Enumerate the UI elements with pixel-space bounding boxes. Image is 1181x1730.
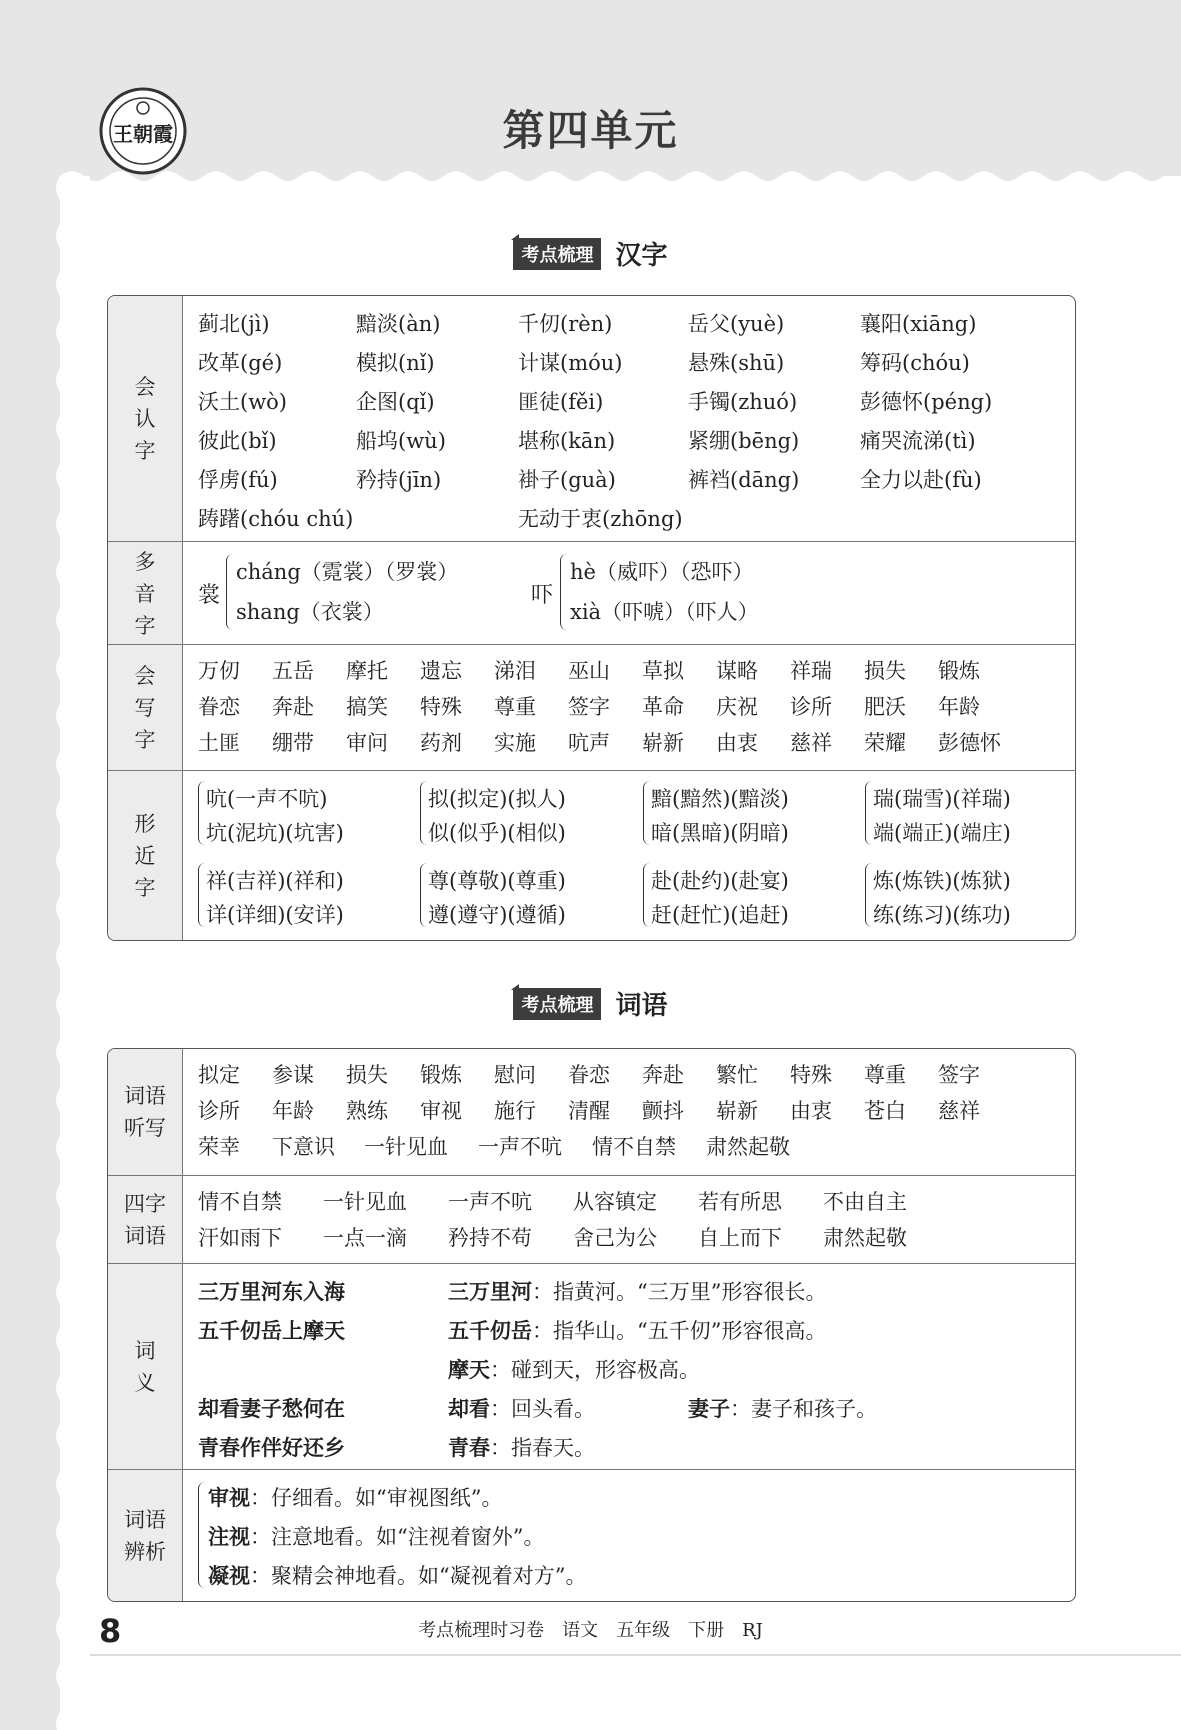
word-cell: 吭声 xyxy=(568,731,610,755)
word-cell: 蓟北(jì) xyxy=(198,312,270,336)
word-cell: 痛哭流涕(tì) xyxy=(860,429,976,453)
section-heading: 汉字 xyxy=(615,241,668,271)
definition: 妻子：妻子和孩子。 xyxy=(688,1396,877,1421)
row-label: 会 写 字 xyxy=(108,645,183,771)
word-cell: 繁忙 xyxy=(716,1063,758,1087)
word-cell: 矜持(jīn) xyxy=(356,468,442,492)
section-tag: 考点梳理 xyxy=(513,988,601,1020)
reading-line: xià（吓唬）（吓人） xyxy=(570,600,759,624)
row-sizi xyxy=(108,1175,1075,1264)
word-cell: 万仞 xyxy=(198,659,240,683)
brace xyxy=(198,781,205,845)
row-bianxi xyxy=(108,1469,1075,1602)
word-cell: 俘虏(fú) xyxy=(198,468,278,492)
word-cell: 土匪 xyxy=(198,731,240,755)
definition: 青春：指春天。 xyxy=(448,1435,595,1460)
word-cell: 沃土(wò) xyxy=(198,390,288,414)
word-cell: 荣耀 xyxy=(864,731,906,755)
word-cell: 绷带 xyxy=(272,731,314,755)
similar-char: 瑞(瑞雪)(祥瑞) xyxy=(873,787,1011,811)
definition: 三万里河：指黄河。“三万里”形容很长。 xyxy=(448,1279,827,1304)
word-cell: 一点一滴 xyxy=(323,1226,407,1250)
word-cell: 草拟 xyxy=(642,659,684,683)
word-cell: 签字 xyxy=(568,695,610,719)
word-cell: 若有所思 xyxy=(698,1190,782,1214)
definition: 却看：回头看。 xyxy=(448,1396,595,1421)
word-cell: 尊重 xyxy=(864,1063,906,1087)
word-cell: 不由自主 xyxy=(823,1190,907,1214)
word-cell: 匪徒(fěi) xyxy=(518,390,604,414)
brace xyxy=(560,554,567,630)
word-cell: 崭新 xyxy=(642,731,684,755)
word-cell: 熟练 xyxy=(346,1099,388,1123)
similar-char: 练(练习)(练功) xyxy=(873,903,1011,927)
word-cell: 悬殊(shū) xyxy=(688,351,785,375)
word-cell: 自上而下 xyxy=(698,1226,782,1250)
word-cell: 荣幸 xyxy=(198,1135,240,1159)
word-cell: 崭新 xyxy=(716,1099,758,1123)
word-cell: 慈祥 xyxy=(790,731,832,755)
hanzi-table xyxy=(107,295,1076,941)
footer-text: 考点梳理时习卷 语文 五年级 下册 RJ xyxy=(418,1620,763,1641)
row-label: 词语 听写 xyxy=(108,1049,183,1175)
word-cell: 企图(qǐ) xyxy=(356,390,435,414)
word-cell: 手镯(zhuó) xyxy=(688,390,798,414)
word-cell: 裤裆(dāng) xyxy=(688,468,800,492)
comparison-item: 注视：注意地看。如“注视着窗外”。 xyxy=(208,1524,545,1549)
unit-title: 第四单元 xyxy=(502,106,679,155)
word-cell: 一声不吭 xyxy=(478,1135,562,1159)
word-cell: 遗忘 xyxy=(420,659,462,683)
word-cell: 改革(gé) xyxy=(198,351,283,375)
section-heading: 词语 xyxy=(615,991,668,1021)
reading-line: cháng（霓裳）（罗裳） xyxy=(236,560,459,584)
word-cell: 踌躇(chóu chú) xyxy=(198,507,354,531)
word-cell: 一声不吭 xyxy=(448,1190,532,1214)
word-cell: 彭德怀(péng) xyxy=(860,390,993,414)
word-cell: 紧绷(bēng) xyxy=(688,429,800,453)
brace xyxy=(865,863,872,927)
row-label: 四字 词语 xyxy=(108,1176,183,1264)
brace xyxy=(420,863,427,927)
polyphone-char: 裳 xyxy=(198,583,221,608)
similar-char: 端(端正)(端庄) xyxy=(873,821,1011,845)
similar-char: 炼(炼铁)(炼狱) xyxy=(873,869,1011,893)
word-cell: 肃然起敬 xyxy=(706,1135,790,1159)
word-cell: 肥沃 xyxy=(864,695,906,719)
word-cell: 岳父(yuè) xyxy=(688,312,785,336)
word-cell: 计谋(móu) xyxy=(518,351,623,375)
reading-line: hè（威吓）（恐吓） xyxy=(570,560,754,584)
similar-char: 遵(遵守)(遵循) xyxy=(428,903,566,927)
word-cell: 慰问 xyxy=(494,1063,536,1087)
word-cell: 施行 xyxy=(494,1099,536,1123)
word-cell: 实施 xyxy=(494,731,536,755)
similar-char: 坑(泥坑)(坑害) xyxy=(206,821,344,845)
similar-char: 赴(赴约)(赴宴) xyxy=(651,869,789,893)
word-cell: 祥瑞 xyxy=(790,659,832,683)
word-cell: 彭德怀 xyxy=(938,731,1001,755)
brace xyxy=(198,863,205,927)
brace xyxy=(420,781,427,845)
word-cell: 损失 xyxy=(864,659,906,683)
word-cell: 五岳 xyxy=(272,659,314,683)
word-cell: 签字 xyxy=(938,1063,980,1087)
word-cell: 锻炼 xyxy=(938,659,980,683)
brace xyxy=(643,781,650,845)
brace xyxy=(643,863,650,927)
row-label: 会 认 字 xyxy=(108,296,183,541)
row-duoyinzi xyxy=(108,541,1075,645)
svg-text:王朝霞: 王朝霞 xyxy=(113,122,173,146)
similar-char: 吭(一声不吭) xyxy=(206,787,328,811)
word-cell: 尊重 xyxy=(494,695,536,719)
section-hanzi-title xyxy=(0,235,1181,272)
word-cell: 襄阳(xiāng) xyxy=(860,312,977,336)
word-cell: 下意识 xyxy=(272,1135,335,1159)
word-cell: 慈祥 xyxy=(938,1099,980,1123)
word-cell: 眷恋 xyxy=(198,695,240,719)
similar-char: 详(详细)(安详) xyxy=(206,903,344,927)
word-cell: 黯淡(àn) xyxy=(356,312,441,336)
brace xyxy=(865,781,872,845)
similar-char: 暗(黑暗)(阴暗) xyxy=(651,821,789,845)
similar-char: 黯(黯然)(黯淡) xyxy=(651,787,789,811)
comparison-item: 凝视：聚精会神地看。如“凝视着对方”。 xyxy=(208,1563,587,1588)
reading-line: shang（衣裳） xyxy=(236,600,384,624)
word-cell: 肃然起敬 xyxy=(823,1226,907,1250)
word-cell: 谋略 xyxy=(716,659,758,683)
brace xyxy=(226,554,233,630)
word-cell: 损失 xyxy=(346,1063,388,1087)
word-cell: 苍白 xyxy=(864,1099,906,1123)
ciyu-table xyxy=(107,1048,1076,1602)
word-cell: 搞笑 xyxy=(346,695,388,719)
word-cell: 特殊 xyxy=(790,1063,832,1087)
row-label: 形 近 字 xyxy=(108,771,183,941)
word-cell: 由衷 xyxy=(716,731,758,755)
word-cell: 奔赴 xyxy=(272,695,314,719)
row-ciyi xyxy=(108,1263,1075,1470)
word-cell: 拟定 xyxy=(198,1063,240,1087)
similar-char: 似(似乎)(相似) xyxy=(428,821,566,845)
word-cell: 革命 xyxy=(642,695,684,719)
poem-line: 三万里河东入海 xyxy=(198,1279,345,1304)
similar-char: 尊(尊敬)(尊重) xyxy=(428,869,566,893)
definition: 摩天：碰到天，形容极高。 xyxy=(448,1357,700,1382)
word-cell: 清醒 xyxy=(568,1099,610,1123)
word-cell: 千仞(rèn) xyxy=(518,312,613,336)
word-cell: 颤抖 xyxy=(642,1099,684,1123)
word-cell: 舍己为公 xyxy=(573,1226,657,1250)
poem-line: 青春作伴好还乡 xyxy=(198,1435,345,1460)
similar-char: 赶(赶忙)(追赶) xyxy=(651,903,789,927)
word-cell: 年龄 xyxy=(938,695,980,719)
word-cell: 巫山 xyxy=(568,659,610,683)
word-cell: 一针见血 xyxy=(364,1135,448,1159)
word-cell: 情不自禁 xyxy=(592,1135,676,1159)
word-cell: 彼此(bǐ) xyxy=(198,429,277,453)
similar-char: 祥(吉祥)(祥和) xyxy=(206,869,344,893)
brace xyxy=(198,1482,205,1588)
word-cell: 一针见血 xyxy=(323,1190,407,1214)
section-ciyu-title xyxy=(0,985,1181,1022)
similar-char: 拟(拟定)(拟人) xyxy=(428,787,566,811)
poem-line: 五千仞岳上摩天 xyxy=(198,1318,345,1343)
section-tag: 考点梳理 xyxy=(513,238,601,270)
word-cell: 庆祝 xyxy=(716,695,758,719)
row-xingjinzi xyxy=(108,770,1075,941)
word-cell: 由衷 xyxy=(790,1099,832,1123)
word-cell: 筹码(chóu) xyxy=(860,351,970,375)
row-tingxie xyxy=(108,1049,1075,1175)
row-huirenzi xyxy=(108,296,1075,541)
word-cell: 参谋 xyxy=(272,1063,314,1087)
word-cell: 涕泪 xyxy=(494,659,536,683)
row-label: 词语 辨析 xyxy=(108,1470,183,1602)
definition: 五千仞岳：指华山。“五千仞”形容很高。 xyxy=(448,1318,827,1343)
word-cell: 从容镇定 xyxy=(573,1190,657,1214)
word-cell: 诊所 xyxy=(790,695,832,719)
word-cell: 奔赴 xyxy=(642,1063,684,1087)
word-cell: 汗如雨下 xyxy=(198,1226,282,1250)
page-number: 8 xyxy=(99,1612,122,1650)
word-cell: 审视 xyxy=(420,1099,462,1123)
word-cell: 船坞(wù) xyxy=(356,429,446,453)
word-cell: 锻炼 xyxy=(420,1063,462,1087)
word-cell: 特殊 xyxy=(420,695,462,719)
word-cell: 药剂 xyxy=(420,731,462,755)
word-cell: 褂子(guà) xyxy=(518,468,616,492)
word-cell: 无动于衷(zhōng) xyxy=(518,507,683,531)
row-huixiezi xyxy=(108,644,1075,771)
word-cell: 情不自禁 xyxy=(198,1190,282,1214)
word-cell: 摩托 xyxy=(346,659,388,683)
word-cell: 全力以赴(fù) xyxy=(860,468,982,492)
row-label: 词 义 xyxy=(108,1264,183,1470)
word-cell: 眷恋 xyxy=(568,1063,610,1087)
word-cell: 年龄 xyxy=(272,1099,314,1123)
word-cell: 审问 xyxy=(346,731,388,755)
word-cell: 诊所 xyxy=(198,1099,240,1123)
row-label: 多 音 字 xyxy=(108,542,183,645)
polyphone-char: 吓 xyxy=(531,583,554,608)
word-cell: 模拟(nǐ) xyxy=(356,351,435,375)
word-cell: 矜持不苟 xyxy=(448,1226,532,1250)
poem-line: 却看妻子愁何在 xyxy=(198,1396,345,1421)
word-cell: 堪称(kān) xyxy=(518,429,616,453)
comparison-item: 审视：仔细看。如“审视图纸”。 xyxy=(208,1485,503,1510)
